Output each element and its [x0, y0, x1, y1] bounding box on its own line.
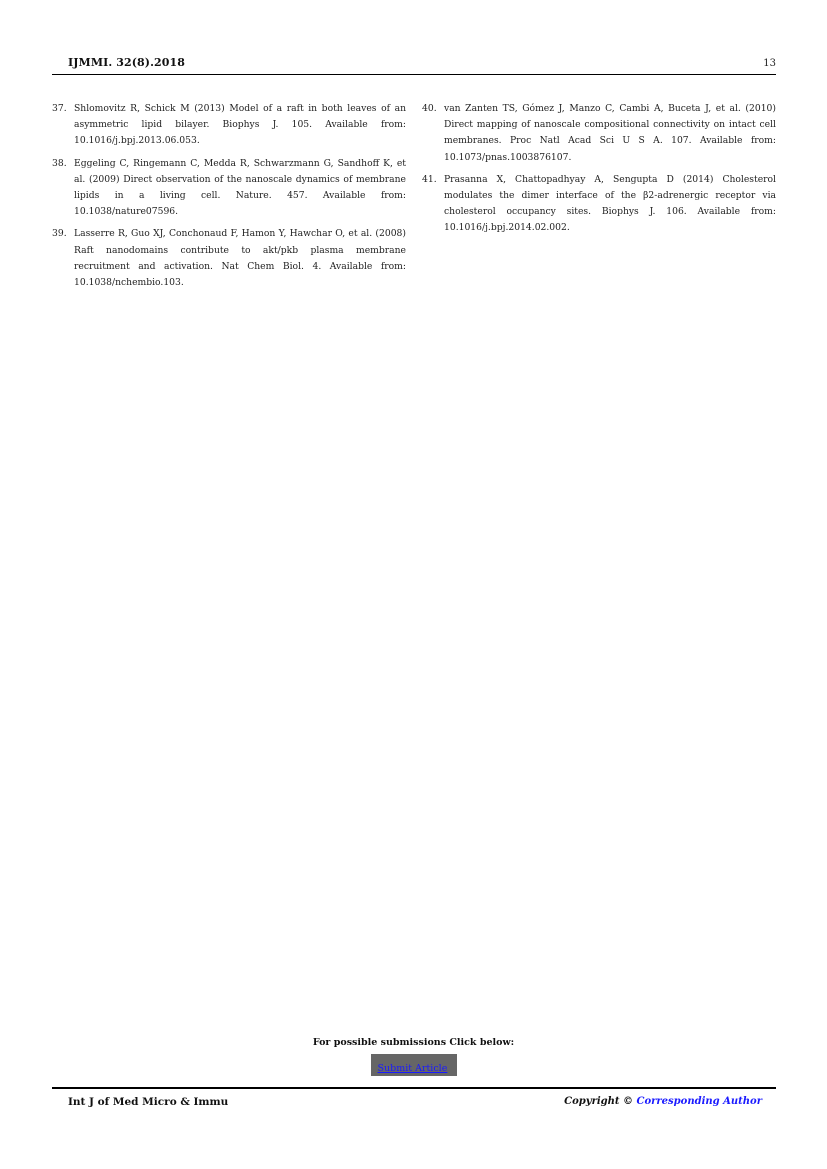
- submission-prompt: For possible submissions Click below:: [312, 1037, 515, 1048]
- reference-item: [52, 226, 406, 291]
- reference-number: 38.: [52, 157, 67, 169]
- references-left-column: [52, 101, 406, 297]
- reference-number: 41.: [422, 173, 437, 185]
- reference-item: [422, 101, 776, 166]
- reference-number: 40.: [422, 103, 437, 114]
- reference-text: van Zanten TS, Gómez J, Manzo C, Cambi A, Buceta J, et al. (2010) Direct mapping of nanoscale compositional connectivity on intact cell membranes. Proc Natl Acad Sci U S A. 107. Available from: 10.1073/pnas.1003876107.: [444, 103, 776, 163]
- copyright-notice: [564, 1096, 762, 1107]
- copyright-prefix: Copyright ©: [564, 1096, 637, 1107]
- reference-item: [52, 101, 406, 150]
- reference-item: [52, 156, 406, 221]
- reference-text: Prasanna X, Chattopadhyay A, Sengupta D (2014) Cholesterol modulates the dimer interface of the β2-adrenergic receptor via cholesterol occupancy sites. Biophys J. 106. Available from: 10.1016/j.bpj.2014.02.002.: [444, 173, 776, 234]
- reference-text: Eggeling C, Ringemann C, Medda R, Schwarzmann G, Sandhoff K, et al. (2009) Direct observation of the nanoscale dynamics of membrane lipids in a living cell. Nature. 457. Available from: 10.1038/nature07596.: [74, 157, 406, 218]
- reference-text: Shlomovitz R, Schick M (2013) Model of a raft in both leaves of an asymmetric lipid bilayer. Biophys J. 105. Available from: 10.1016/j.bpj.2013.06.053.: [74, 103, 406, 147]
- corresponding-author-link[interactable]: Corresponding Author: [636, 1096, 762, 1107]
- reference-text: Lasserre R, Guo XJ, Conchonaud F, Hamon Y, Hawchar O, et al. (2008) Raft nanodomains contribute to akt/pkb plasma membrane recruitment and activation. Nat Chem Biol. 4. Available from: 10.1038/nchembio.103.: [74, 228, 406, 289]
- references-right-column: [422, 101, 776, 243]
- reference-number: 39.: [52, 228, 67, 240]
- page-number: 13: [763, 58, 776, 69]
- page-header: [52, 56, 776, 75]
- page-footer: [52, 1087, 776, 1119]
- submit-article-button[interactable]: [371, 1054, 457, 1076]
- journal-title: IJMMI. 32(8).2018: [68, 56, 186, 69]
- reference-number: 37.: [52, 103, 67, 114]
- submit-article-link[interactable]: Submit Article: [377, 1063, 448, 1074]
- submission-section: [0, 1036, 827, 1076]
- reference-item: [422, 172, 776, 237]
- footer-journal-name: Int J of Med Micro & Immu: [68, 1096, 229, 1108]
